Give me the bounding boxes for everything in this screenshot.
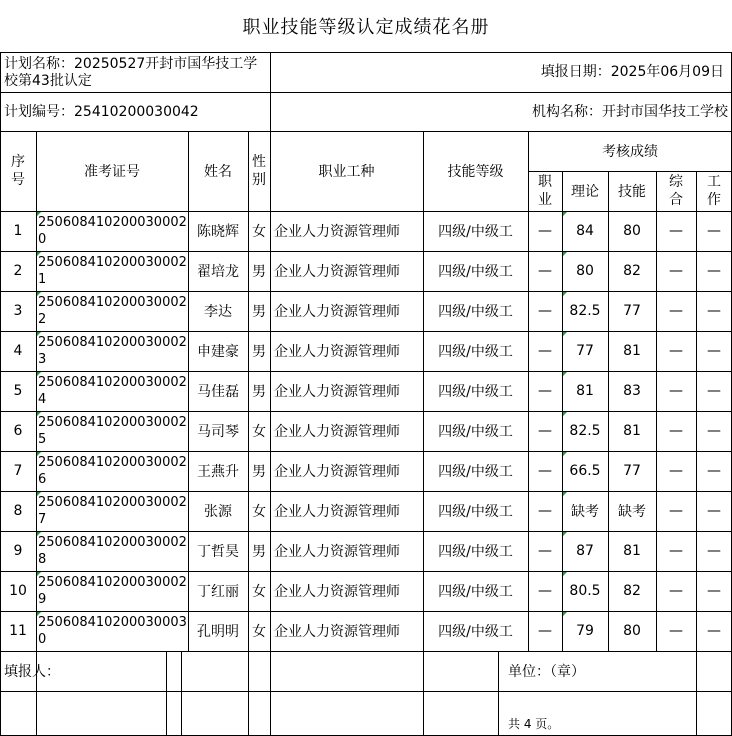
cell-gender: 男 xyxy=(252,544,266,560)
cell-level: 四级/中级工 xyxy=(438,344,513,360)
grid-hline xyxy=(0,491,732,492)
grid-vline xyxy=(248,131,249,651)
cell-comment-marker xyxy=(563,572,567,576)
filler-label: 填报人： xyxy=(4,664,60,680)
cell-s4: — xyxy=(669,543,683,559)
header-sub-1: 理论 xyxy=(571,184,599,200)
grid-vline xyxy=(166,651,167,735)
cell-s5: — xyxy=(707,503,721,519)
cell-s4: — xyxy=(669,503,683,519)
cell-s1: — xyxy=(538,223,552,239)
cell-exam-no: 2506084102000300025 xyxy=(38,415,187,447)
cell-s1: — xyxy=(538,263,552,279)
cell-gender: 男 xyxy=(252,344,266,360)
cell-s2: 79 xyxy=(576,623,594,639)
cell-s2: 80.5 xyxy=(569,583,601,599)
cell-exam-no: 2506084102000300024 xyxy=(38,375,187,407)
cell-name: 丁红丽 xyxy=(197,584,239,600)
cell-comment-marker xyxy=(37,332,41,336)
cell-s5: — xyxy=(707,423,721,439)
org-name: 机构名称：开封市国华技工学校 xyxy=(532,104,728,120)
cell-occupation: 企业人力资源管理师 xyxy=(274,544,400,560)
grid-vline xyxy=(696,171,697,651)
cell-comment-marker xyxy=(563,412,567,416)
cell-s3: 缺考 xyxy=(618,504,646,520)
cell-gender: 男 xyxy=(252,464,266,480)
cell-comment-marker xyxy=(563,492,567,496)
cell-gender: 女 xyxy=(252,224,266,240)
cell-s4: — xyxy=(669,463,683,479)
cell-s2: 77 xyxy=(576,343,594,359)
cell-comment-marker xyxy=(37,612,41,616)
cell-s3: 83 xyxy=(623,383,641,399)
cell-s5: — xyxy=(707,543,721,559)
cell-level: 四级/中级工 xyxy=(438,304,513,320)
cell-seq: 6 xyxy=(13,423,23,439)
cell-name: 李达 xyxy=(204,304,232,320)
cell-s4: — xyxy=(669,303,683,319)
grid-vline xyxy=(270,651,271,735)
cell-level: 四级/中级工 xyxy=(438,264,513,280)
cell-exam-no: 2506084102000300023 xyxy=(38,335,187,367)
cell-s3: 77 xyxy=(623,303,641,319)
header-sub-4: 工作 xyxy=(707,174,721,208)
cell-s3: 82 xyxy=(623,583,641,599)
grid-hline xyxy=(0,92,732,93)
cell-s3: 81 xyxy=(623,543,641,559)
cell-s1: — xyxy=(538,543,552,559)
cell-level: 四级/中级工 xyxy=(438,544,513,560)
cell-s2: 87 xyxy=(576,543,594,559)
cell-s3: 77 xyxy=(623,463,641,479)
cell-exam-no: 2506084102000300020 xyxy=(38,215,187,247)
cell-occupation: 企业人力资源管理师 xyxy=(274,304,400,320)
grid-vline xyxy=(188,131,189,651)
cell-seq: 2 xyxy=(13,263,23,279)
cell-gender: 男 xyxy=(252,304,266,320)
cell-s2: 缺考 xyxy=(571,504,599,520)
cell-level: 四级/中级工 xyxy=(438,424,513,440)
cell-comment-marker xyxy=(37,292,41,296)
cell-s3: 81 xyxy=(623,343,641,359)
grid-vline xyxy=(0,52,1,736)
cell-name: 申建豪 xyxy=(197,344,239,360)
cell-s3: 82 xyxy=(623,263,641,279)
cell-s2: 82.5 xyxy=(569,303,601,319)
cell-exam-no: 2506084102000300026 xyxy=(38,455,187,487)
unit-seal-label: 单位：（章） xyxy=(508,664,585,680)
cell-name: 丁哲昊 xyxy=(197,544,239,560)
cell-seq: 3 xyxy=(13,303,23,319)
cell-seq: 8 xyxy=(13,503,23,519)
report-title: 职业技能等级认定成绩花名册 xyxy=(242,17,490,38)
cell-level: 四级/中级工 xyxy=(438,464,513,480)
grid-hline xyxy=(0,531,732,532)
cell-gender: 女 xyxy=(252,584,266,600)
cell-comment-marker xyxy=(563,372,567,376)
cell-comment-marker xyxy=(37,532,41,536)
grid-vline xyxy=(656,171,657,651)
grid-hline xyxy=(0,451,732,452)
cell-occupation: 企业人力资源管理师 xyxy=(274,384,400,400)
cell-occupation: 企业人力资源管理师 xyxy=(274,224,400,240)
cell-occupation: 企业人力资源管理师 xyxy=(274,264,400,280)
cell-name: 张源 xyxy=(204,504,232,520)
grid-vline xyxy=(423,651,424,735)
cell-seq: 4 xyxy=(13,343,23,359)
cell-s2: 81 xyxy=(576,383,594,399)
grid-hline xyxy=(0,611,732,612)
cell-s4: — xyxy=(669,343,683,359)
cell-comment-marker xyxy=(37,572,41,576)
cell-s4: — xyxy=(669,423,683,439)
cell-name: 马司琴 xyxy=(197,424,239,440)
cell-seq: 9 xyxy=(13,543,23,559)
cell-s1: — xyxy=(538,623,552,639)
cell-s1: — xyxy=(538,583,552,599)
header-seq: 序号 xyxy=(11,154,25,188)
header-scores: 考核成绩 xyxy=(602,144,658,160)
cell-s4: — xyxy=(669,583,683,599)
cell-s5: — xyxy=(707,623,721,639)
grid-vline xyxy=(36,131,37,651)
cell-comment-marker xyxy=(563,532,567,536)
grid-hline xyxy=(0,131,732,132)
cell-s4: — xyxy=(669,263,683,279)
cell-level: 四级/中级工 xyxy=(438,224,513,240)
header-gender: 性别 xyxy=(252,154,266,188)
header-level: 技能等级 xyxy=(447,164,504,180)
cell-seq: 11 xyxy=(9,623,27,639)
cell-s3: 80 xyxy=(623,623,641,639)
cell-occupation: 企业人力资源管理师 xyxy=(274,584,400,600)
cell-comment-marker xyxy=(37,452,41,456)
cell-occupation: 企业人力资源管理师 xyxy=(274,624,400,640)
cell-s1: — xyxy=(538,423,552,439)
cell-comment-marker xyxy=(37,412,41,416)
cell-comment-marker xyxy=(37,212,41,216)
grid-vline xyxy=(270,131,271,651)
cell-s2: 82.5 xyxy=(569,423,601,439)
cell-s5: — xyxy=(707,223,721,239)
cell-gender: 男 xyxy=(252,264,266,280)
cell-s5: — xyxy=(707,383,721,399)
page-count: 共 4 页。 xyxy=(508,717,560,731)
cell-occupation: 企业人力资源管理师 xyxy=(274,464,400,480)
plan-name: 计划名称：20250527开封市国华技工学校第43批认定 xyxy=(4,56,258,89)
header-sub-3: 综合 xyxy=(669,174,683,208)
grid-vline xyxy=(36,651,37,735)
cell-name: 马佳磊 xyxy=(197,384,239,400)
cell-s4: — xyxy=(669,383,683,399)
cell-gender: 男 xyxy=(252,384,266,400)
cell-exam-no: 2506084102000300027 xyxy=(38,495,187,527)
cell-occupation: 企业人力资源管理师 xyxy=(274,424,400,440)
cell-s5: — xyxy=(707,583,721,599)
cell-comment-marker xyxy=(563,452,567,456)
grid-hline xyxy=(528,171,732,172)
header-sub-0: 职业 xyxy=(538,174,552,208)
cell-s2: 66.5 xyxy=(569,463,601,479)
cell-occupation: 企业人力资源管理师 xyxy=(274,504,400,520)
cell-comment-marker xyxy=(563,612,567,616)
grid-hline xyxy=(0,411,732,412)
cell-gender: 女 xyxy=(252,424,266,440)
header-occupation: 职业工种 xyxy=(318,164,375,180)
cell-exam-no: 2506084102000300022 xyxy=(38,295,187,327)
grid-hline xyxy=(0,571,732,572)
grid-hline xyxy=(0,371,732,372)
header-sub-2: 技能 xyxy=(618,184,646,200)
cell-s2: 80 xyxy=(576,263,594,279)
cell-name: 翟培龙 xyxy=(197,264,239,280)
fill-date: 填报日期：2025年06月09日 xyxy=(540,64,724,80)
cell-s5: — xyxy=(707,463,721,479)
header-name: 姓名 xyxy=(204,164,232,180)
cell-name: 陈晓辉 xyxy=(197,224,239,240)
grid-vline xyxy=(181,651,182,735)
cell-level: 四级/中级工 xyxy=(438,624,513,640)
grid-hline xyxy=(0,691,732,692)
grid-hline xyxy=(0,651,732,652)
grid-vline xyxy=(696,651,697,735)
cell-s3: 81 xyxy=(623,423,641,439)
cell-exam-no: 2506084102000300030 xyxy=(38,615,187,647)
cell-occupation: 企业人力资源管理师 xyxy=(274,344,400,360)
grid-hline xyxy=(0,52,732,53)
cell-s5: — xyxy=(707,263,721,279)
cell-exam-no: 2506084102000300029 xyxy=(38,575,187,607)
cell-s5: — xyxy=(707,303,721,319)
cell-gender: 女 xyxy=(252,504,266,520)
plan-number: 计划编号：25410200030042 xyxy=(4,104,199,120)
cell-s4: — xyxy=(669,623,683,639)
cell-comment-marker xyxy=(563,332,567,336)
grid-hline xyxy=(0,211,732,212)
grid-vline xyxy=(608,171,609,651)
cell-s5: — xyxy=(707,343,721,359)
cell-level: 四级/中级工 xyxy=(438,584,513,600)
grid-vline xyxy=(248,651,249,735)
cell-name: 王燕升 xyxy=(197,464,239,480)
cell-seq: 1 xyxy=(13,223,23,239)
grid-hline xyxy=(0,251,732,252)
cell-comment-marker xyxy=(563,212,567,216)
grid-vline xyxy=(562,171,563,651)
cell-s2: 84 xyxy=(576,223,594,239)
cell-level: 四级/中级工 xyxy=(438,384,513,400)
cell-s3: 80 xyxy=(623,223,641,239)
grid-vline xyxy=(270,52,271,131)
cell-s1: — xyxy=(538,503,552,519)
cell-exam-no: 2506084102000300021 xyxy=(38,255,187,287)
cell-s1: — xyxy=(538,463,552,479)
cell-s4: — xyxy=(669,223,683,239)
cell-seq: 10 xyxy=(9,583,27,599)
cell-name: 孔明明 xyxy=(197,624,239,640)
cell-seq: 5 xyxy=(13,383,23,399)
cell-seq: 7 xyxy=(13,463,23,479)
cell-comment-marker xyxy=(37,372,41,376)
header-exam-no: 准考证号 xyxy=(84,164,140,180)
cell-s1: — xyxy=(538,343,552,359)
cell-level: 四级/中级工 xyxy=(438,504,513,520)
cell-comment-marker xyxy=(563,292,567,296)
cell-s1: — xyxy=(538,303,552,319)
cell-comment-marker xyxy=(37,492,41,496)
cell-s1: — xyxy=(538,383,552,399)
cell-exam-no: 2506084102000300028 xyxy=(38,535,187,567)
cell-gender: 女 xyxy=(252,624,266,640)
grid-vline xyxy=(528,131,529,651)
grid-vline xyxy=(498,651,499,735)
grid-hline xyxy=(0,331,732,332)
cell-comment-marker xyxy=(563,252,567,256)
grid-hline xyxy=(0,291,732,292)
grid-vline xyxy=(423,131,424,651)
cell-comment-marker xyxy=(37,252,41,256)
